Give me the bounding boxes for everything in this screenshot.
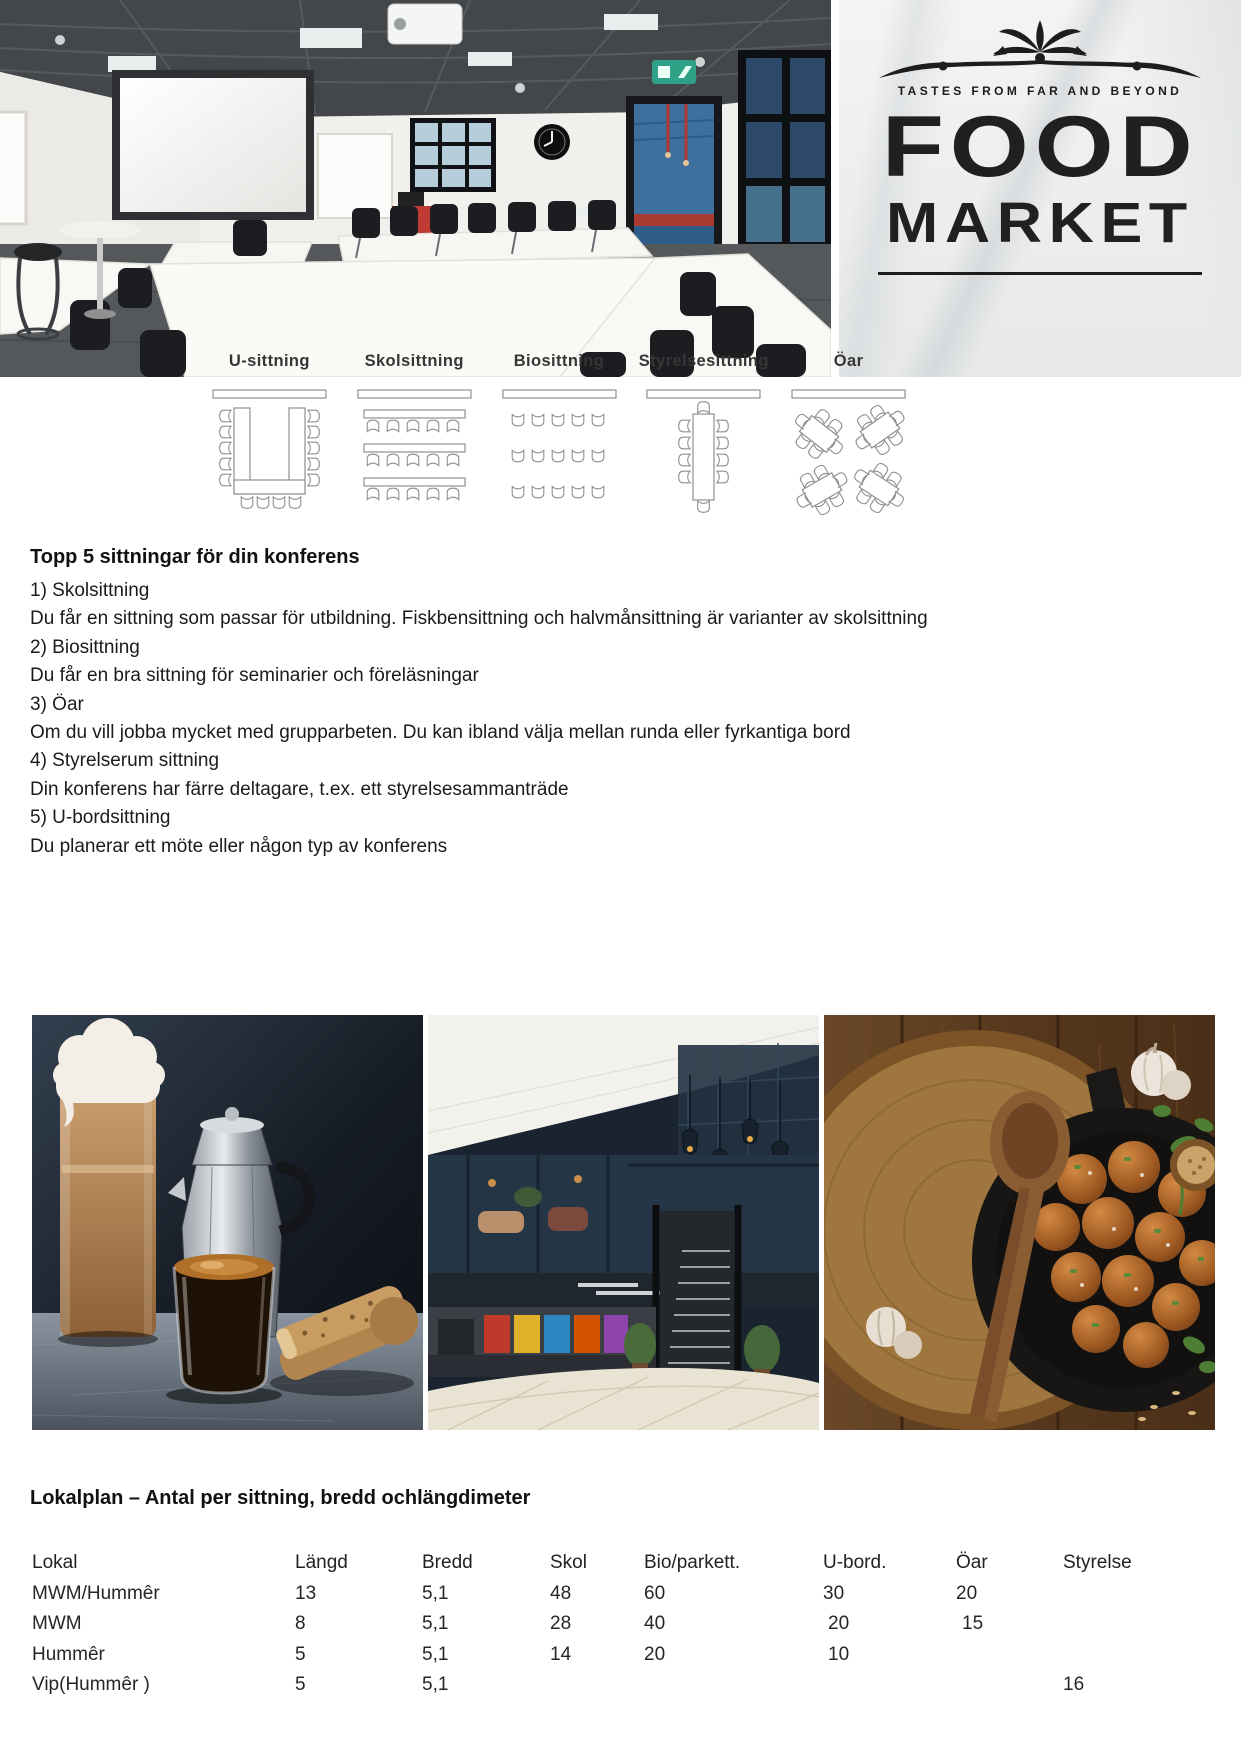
table-row — [32, 1583, 1217, 1614]
cell: 10 — [828, 1643, 850, 1665]
seating-diagrams — [197, 352, 921, 518]
conference-room-photo — [0, 0, 831, 377]
table-row — [32, 1674, 1217, 1705]
glass-door — [626, 96, 722, 254]
cell-lokal: MWM — [32, 1613, 82, 1634]
top5-line: 3) Öar — [30, 693, 84, 715]
cell: 60 — [644, 1582, 666, 1604]
cell: 28 — [550, 1613, 572, 1634]
cell: 13 — [295, 1582, 317, 1604]
diagram-skolsittning — [342, 352, 487, 518]
window-right — [738, 50, 831, 270]
classroom-seating-icon — [342, 386, 487, 518]
cell: 15 — [962, 1613, 984, 1634]
poster-counter — [428, 1307, 656, 1377]
cell: 48 — [550, 1582, 572, 1604]
projector — [388, 4, 462, 44]
espresso-glass — [166, 1254, 282, 1404]
column-header: Styrelse — [1063, 1552, 1132, 1573]
diagram-label: U-sittning — [228, 352, 310, 370]
food-market-logo-panel — [839, 0, 1241, 377]
u-seating-icon — [197, 386, 342, 518]
cell-lokal: MWM/Hummêr — [32, 1582, 160, 1604]
diagram-u-sittning — [197, 352, 342, 518]
top5-line: Du får en sittning som passar för utbildning. Fiskbensittning och halvmånsittning är varianter av skolsittning — [30, 608, 928, 630]
photo-strip — [32, 1015, 1215, 1430]
meatballs-photo — [824, 1015, 1215, 1430]
top5-line: 2) Biosittning — [30, 636, 140, 658]
cell-lokal: Vip(Hummêr ) — [32, 1674, 150, 1695]
lokalplan-heading: Lokalplan – Antal per sittning, bredd ochlängdimeter — [30, 1487, 531, 1509]
logo-tagline: TASTES FROM FAR AND BEYOND — [897, 84, 1183, 98]
cell: 5 — [295, 1674, 306, 1695]
column-header: Bio/parkett. — [644, 1552, 741, 1573]
top5-line: Du får en bra sittning för seminarier och föreläsningar — [30, 665, 479, 687]
cell: 8 — [295, 1613, 306, 1634]
diagram-oar — [776, 352, 921, 518]
boardroom-seating-icon — [631, 386, 776, 518]
logo-title-food: FOOD — [881, 99, 1199, 195]
column-header: Längd — [295, 1552, 348, 1573]
food-market-interior-photo — [428, 1015, 819, 1430]
whiteboard — [318, 134, 392, 218]
table-row — [32, 1644, 1217, 1675]
cell: 30 — [823, 1582, 845, 1604]
top5-line: Du planerar ett möte eller någon typ av konferens — [30, 835, 448, 857]
cell: 20 — [956, 1582, 978, 1604]
cell: 16 — [1063, 1674, 1085, 1695]
top5-line: 1) Skolsittning — [30, 580, 150, 601]
logo-underline — [878, 272, 1202, 275]
exit-sign-icon — [652, 60, 696, 84]
cell: 20 — [644, 1643, 666, 1665]
cell: 5,1 — [422, 1613, 449, 1634]
coffee-photo — [32, 1015, 423, 1430]
top5-line: Din konferens har färre deltagare, t.ex. ett styrelsesammanträde — [30, 778, 569, 800]
cell: 14 — [550, 1643, 572, 1665]
flourish-icon — [875, 14, 1205, 86]
interior-window — [410, 118, 496, 192]
top5-line: 4) Styrelserum sittning — [30, 750, 220, 772]
diagram-biosittning — [487, 352, 632, 518]
whiteboard-left — [0, 112, 26, 224]
cell: 5 — [295, 1643, 306, 1665]
top5-section — [30, 546, 1225, 861]
islands-seating-icon — [776, 386, 921, 518]
cell: 20 — [828, 1613, 850, 1634]
wall-clock-icon — [534, 124, 570, 160]
theater-seating-icon — [487, 386, 632, 518]
column-header: Öar — [956, 1552, 988, 1573]
column-header: Lokal — [32, 1552, 78, 1573]
diagram-label: Biosittning — [513, 352, 605, 370]
diagram-label: Öar — [833, 352, 864, 370]
latte-glass — [53, 1018, 165, 1347]
cell: 5,1 — [422, 1674, 449, 1695]
cell: 5,1 — [422, 1643, 449, 1665]
diagram-label: Styrelsesittning — [638, 352, 769, 370]
logo-title-market: MARKET — [886, 190, 1194, 255]
top5-line: Om du vill jobba mycket med grupparbeten. Du kan ibland välja mellan runda eller fyrkantiga bord — [30, 722, 851, 744]
diagram-label: Skolsittning — [364, 352, 464, 370]
top5-heading: Topp 5 sittningar för din konferens — [30, 546, 360, 568]
projection-screen — [112, 70, 314, 220]
cell-lokal: Hummêr — [32, 1643, 105, 1665]
column-header: U-bord. — [823, 1552, 887, 1573]
lokalplan-table — [32, 1552, 1217, 1705]
diagram-styrelsesittning — [631, 352, 776, 518]
cell: 40 — [644, 1613, 666, 1634]
table-header-row — [32, 1552, 1217, 1583]
column-header: Skol — [550, 1552, 587, 1573]
table-row — [32, 1613, 1217, 1644]
cell: 5,1 — [422, 1582, 449, 1604]
column-header: Bredd — [422, 1552, 473, 1573]
top5-line: 5) U-bordsittning — [30, 807, 171, 829]
